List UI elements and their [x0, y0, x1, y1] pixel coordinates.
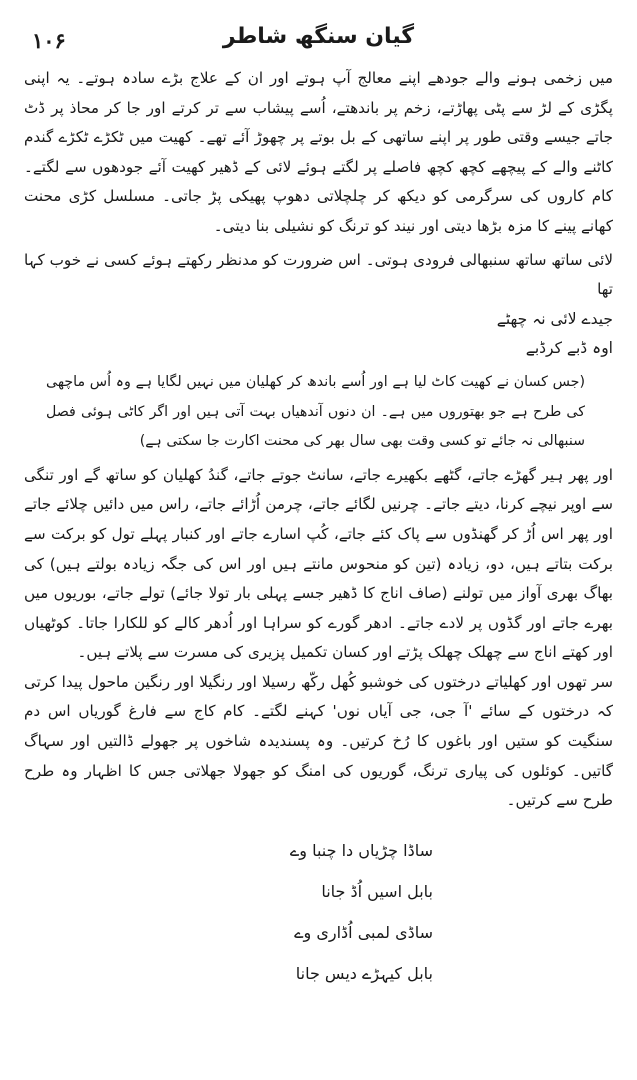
page-number: ۱۰۶	[32, 28, 66, 53]
page-header	[24, 18, 613, 64]
paragraph: لائی ساتھ ساتھ سنبھالی فرودی ہوتی۔ اس ضرورت کو مدنظر رکھتے ہوئے کسی نے خوب کہا تھا	[24, 250, 613, 299]
running-title: گیان سنگھ شاطر	[222, 24, 415, 49]
couplet-line: جیدے لائی نہ چھٹے	[496, 309, 613, 328]
paragraph: اور پھر ہیر گھڑے جاتے، گٹھے بکھیرے جاتے، سانٹ جوتے جاتے، گندُ کھلیان کو ساتھ گے اور تنگی سے اوپر نیچے کرنا، دیتے جاتے۔ چرنیں لگائے جاتے، چرمن اُڑائے جاتے، راس میں دائیں چلائے جاتے اور پھر اس اُڑ کر گھنڈوں سے پاک کئے جاتے، کُپ اسارے جاتے اور کنبار پہلے تول کو برکت سے برکت بتاتے ہیں، دو، زیادہ (تین کو منحوس مانتے ہیں اور اس کی جگہ زیادہ بولتے ہیں) کی بھاگ بھری آواز میں تولنے (صاف اناج کا ڈھیر جسے پہلی بار تولا جائے) تولے جاتے، بوریوں میں بھرے جاتے اور گڈوں پر لادے جاتے۔ ادھر گورے کو سراہا اور اُدھر کالے کو للکارا جاتا۔ کوٹھیاں اور کھتے اناج سے چھلک چھلک پڑتے اور کسان تکمیل پزیری کی مسرت سے پلاتے ہیں۔	[24, 465, 613, 662]
quote-block: (جس کسان نے کھیت کاٹ لیا ہے اور اُسے باندھ کر کھلیان میں نہیں لگایا ہے وہ اُس ماچھی کی طرح ہے جو بھتوروں میں ہے۔ ان دنوں آندھیاں بہت آتی ہیں اور اگر کاٹی ہوئی فصل سنبھالی نہ جائے تو کسی وقت بھی سال بھر کی محنت اکارت جا سکتی ہے)	[46, 373, 585, 450]
paragraph: سر تھوں اور کھلیاتے درختوں کی خوشبو کُھل رکّھ رسیلا اور رنگیلا اور رنگین ماحول پیدا کرتی کہ درختوں کے سائے 'آ جی، جی آیاں نوں' کہنے لگتے۔ کام کاج سے فارغ گوریاں اس دم سنگیت کو ستیں اور باغوں کا رُخ کرتیں۔ وہ پسندیدہ شاخوں پر جھولے ڈالتیں اور سہاگ گاتیں۔ کوئلوں کی پیاری ترنگ، گوریوں کی امنگ کو جھولا جھلاتی جس کا اظہار وہ طرح طرح سے کرتیں۔	[24, 672, 613, 810]
song-verse	[24, 830, 613, 994]
song-line: ساڈا چڑیاں دا چنبا وے	[289, 840, 433, 860]
song-line: بابل کیہڑے دیس جانا	[295, 963, 433, 983]
paragraph: میں زخمی ہونے والے جودھے اپنے معالج آپ ہوتے اور ان کے علاج بڑے سادہ ہوتے۔ یہ اپنی پگڑی کے لڑ سے پٹی پھاڑتے، زخم پر باندھتے، اُسے پیشاب سے تر کرتے اور جا کر محاذ پر ڈٹ جاتے جیسے وقتی طور پر اپنے ساتھی کے بل بوتے پر چھوڑ آئے تھے۔ کھیت میں ٹکڑے ٹکڑے گندم کاٹنے والے کے پیچھے کچھ کچھ فاصلے پر لگتے ہوئے لائی کے ڈھیر کھیت آئے جودھوں سے لگتے۔ کام کاروں کی سرگرمی کو دیکھ کر چلچلاتی دھوپ پھیکی پڑ جاتی۔ مسلسل کڑی محنت کھانے پینے کا مزہ بڑھا دیتی اور نیند کو ترنگ کو نشیلی بنا دیتی۔	[24, 69, 613, 235]
song-line: بابل اسیں اُڈ جانا	[321, 881, 433, 901]
body-text	[24, 64, 613, 816]
couplet-line: اوہ ڈبے کرڈبے	[525, 339, 613, 358]
song-line: ساڈی لمبی اُڈاری وے	[294, 922, 433, 942]
